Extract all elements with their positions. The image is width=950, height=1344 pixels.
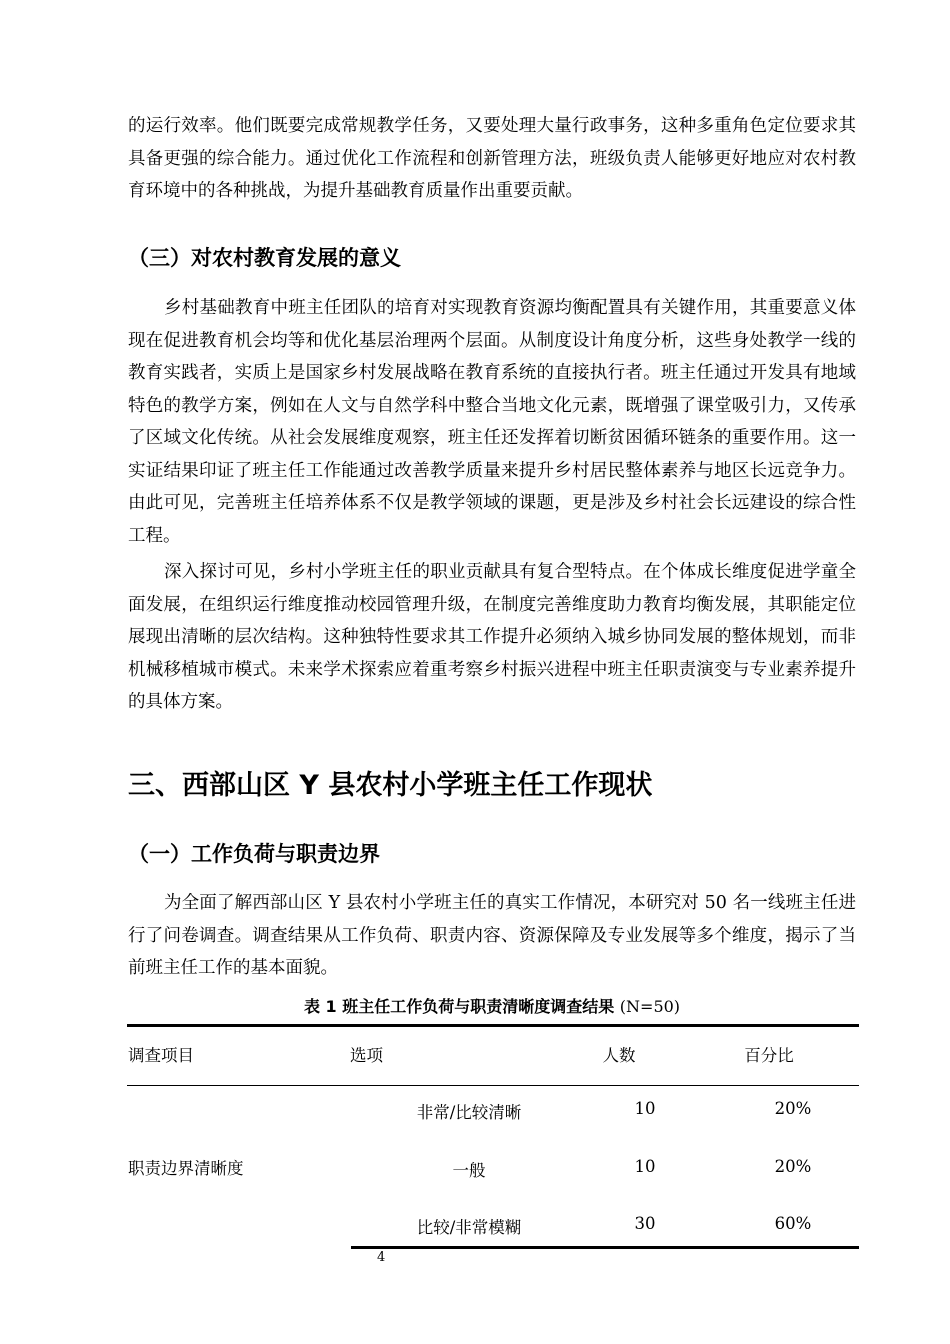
table-cell-percent: 20%: [774, 1157, 812, 1176]
paragraph-discussion: 深入探讨可见，乡村小学班主任的职业贡献具有复合型特点。在个体成长维度促进学童全面发展，在组织运行维度推动校园管理升级，在制度完善维度助力教育均衡发展，其职能定位展现出清晰的层次结构。这种独特性要求其工作提升必须纳入城乡协同发展的整体规划，而非机械移植城市模式。未来学术探索应着重考察乡村振兴进程中班主任职责演变与专业素养提升的具体方案。: [128, 562, 856, 712]
paragraph-survey-intro: 为全面了解西部山区 Y 县农村小学班主任的真实工作情况，本研究对 50 名一线班主任进行了问卷调查。调查结果从工作负荷、职责内容、资源保障及专业发展等多个维度，揭示了当前班主任工作的基本面貌。: [128, 893, 856, 978]
table-header-rule: [127, 1085, 859, 1086]
table-header-option: 选项: [350, 1046, 383, 1065]
table-cell-option: 一般: [452, 1161, 486, 1180]
page-number: 4: [377, 1250, 386, 1265]
section-heading-3: （三）对农村教育发展的意义: [128, 246, 401, 270]
table-top-rule: [127, 1024, 859, 1027]
table-header-count: 人数: [602, 1046, 636, 1065]
table-header-item: 调查项目: [128, 1046, 194, 1065]
paragraph-continuation: 的运行效率。他们既要完成常规教学任务，又要处理大量行政事务，这种多重角色定位要求其具备更强的综合能力。通过优化工作流程和创新管理方法，班级负责人能够更好地应对农村教育环境中的各种挑战，为提升基础教育质量作出重要贡献。: [128, 116, 856, 201]
section-heading-1: （一）工作负荷与职责边界: [128, 842, 380, 866]
table-cell-count: 10: [634, 1099, 656, 1118]
table-bottom-rule: [351, 1246, 859, 1249]
table-group-label: 职责边界清晰度: [128, 1159, 244, 1178]
chapter-heading: 三、西部山区 Y 县农村小学班主任工作现状: [128, 770, 653, 801]
table-cell-percent: 20%: [774, 1099, 812, 1118]
table-cell-count: 10: [634, 1157, 656, 1176]
table-header-percent: 百分比: [744, 1046, 794, 1065]
table-cell-count: 30: [634, 1214, 656, 1233]
table-caption-sample: (N=50): [619, 997, 681, 1016]
table-cell-percent: 60%: [774, 1214, 812, 1233]
table-cell-option: 非常/比较清晰: [416, 1103, 522, 1122]
table-cell-option: 比较/非常模糊: [416, 1218, 522, 1237]
paragraph-significance: 乡村基础教育中班主任团队的培育对实现教育资源均衡配置具有关键作用，其重要意义体现在促进教育机会均等和优化基层治理两个层面。从制度设计角度分析，这些身处教学一线的教育实践者，实质上是国家乡村发展战略在教育系统的直接执行者。班主任通过开发具有地域特色的教学方案，例如在人文与自然学科中整合当地文化元素，既增强了课堂吸引力，又传承了区域文化传统。从社会发展维度观察，班主任还发挥着切断贫困循环链条的重要作用。这一实证结果印证了班主任工作能通过改善教学质量来提升乡村居民整体素养与地区长远竞争力。由此可见，完善班主任培养体系不仅是教学领域的课题，更是涉及乡村社会长远建设的综合性工程。: [128, 298, 856, 546]
table-caption-text: 表 1 班主任工作负荷与职责清晰度调查结果: [303, 997, 615, 1016]
table-caption: [128, 994, 856, 1017]
